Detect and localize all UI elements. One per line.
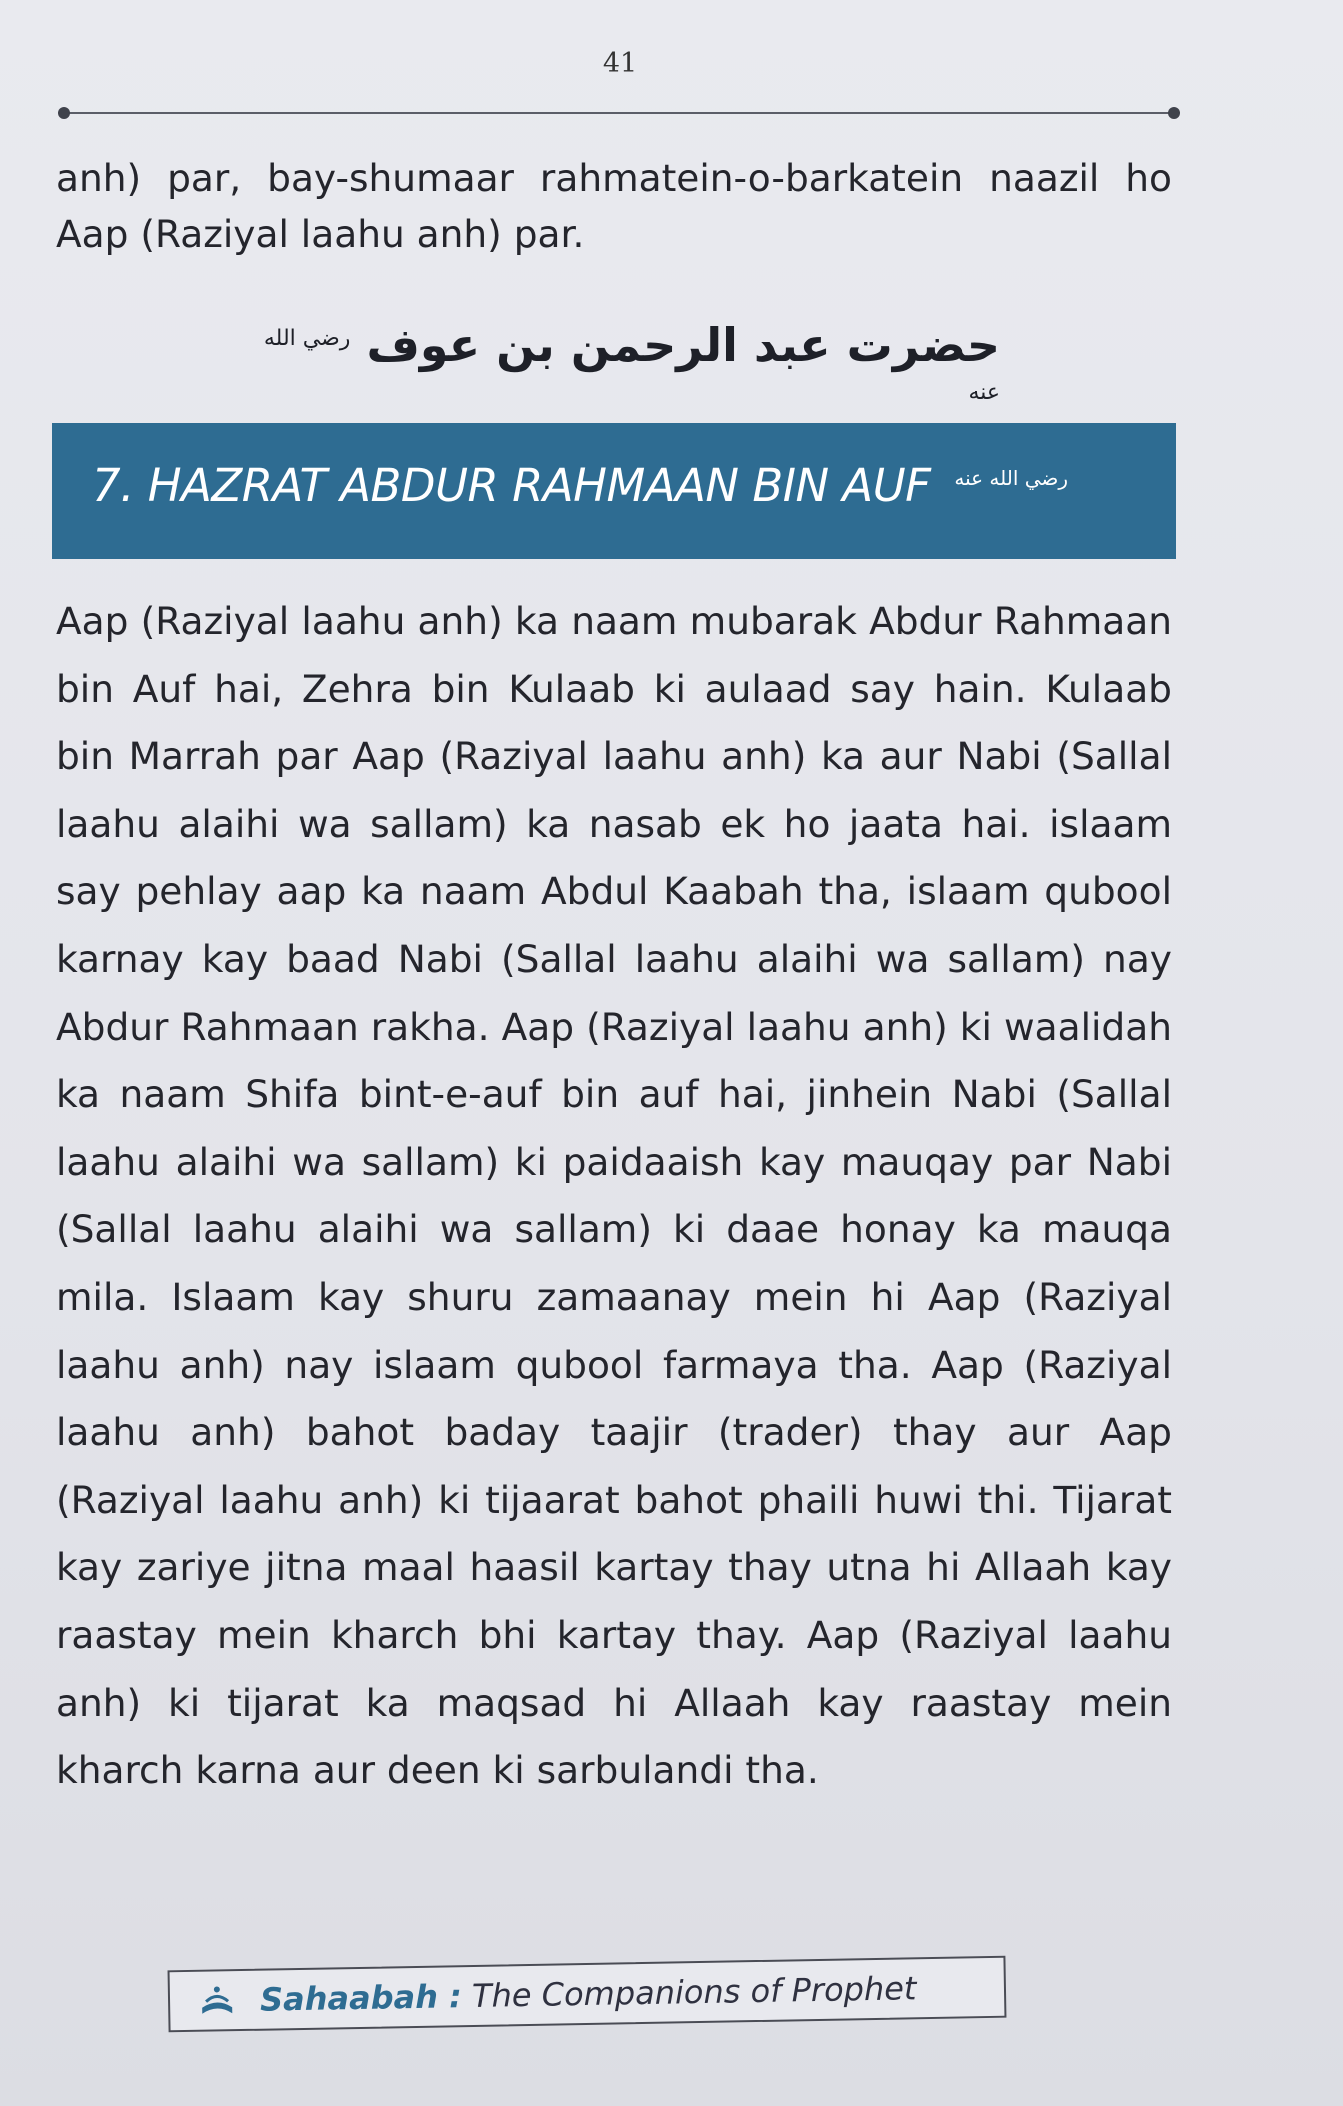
page-number: 41 xyxy=(602,48,638,79)
footer-title-rest: The Companions of Prophet xyxy=(461,1969,917,2016)
header-divider xyxy=(58,104,1180,122)
intro-paragraph: anh) par, bay-shumaar rahmatein-o-barkatein naazil ho Aap (Raziyal laahu anh) par. xyxy=(56,156,1172,256)
arabic-heading xyxy=(220,318,1000,426)
body-paragraph: Aap (Raziyal laahu anh) ka naam mubarak Abdur Rahmaan bin Auf hai, Zehra bin Kulaab ki aulaad say hain. Kulaab bin Marrah par Aap (Raziyal laahu anh) ka aur Nabi (Sallal laahu alaihi wa sallam) ka nasab ek ho jaata hai. islaam say pehlay aap ka naam Abdul Kaabah tha, islaam qubool karnay kay baad Nabi (Sallal laahu alaihi wa sallam) nay Abdur Rahmaan rakha. Aap (Raziyal laahu anh) ki waalidah ka naam Shifa bint-e-auf bin auf hai, jinhein Nabi (Sallal laahu alaihi wa sallam) ki paidaaish kay mauqay par Nabi (Sallal laahu alaihi wa sallam) ki daae honay ka mauqa mila. Islaam kay shuru zamaanay mein hi Aap (Raziyal laahu anh) nay islaam qubool farmaya tha. Aap (Raziyal laahu anh) bahot baday taajir (trader) thay aur Aap (Raziyal laahu anh) ki tijaarat bahot phaili huwi thi. Tijarat kay zariye jitna maal haasil kartay thay utna hi Allaah kay raastay mein kharch bhi kartay thay. Aap (Raziyal laahu anh) ki tijarat ka maqsad hi Allaah kay raastay mein kharch karna aur deen ki sarbulandi tha. xyxy=(56,599,1172,1793)
arabic-name: حضرت عبد الرحمن بن عوف xyxy=(366,318,1000,372)
footer-title xyxy=(260,1969,917,2018)
chapter-title: 7. HAZRAT ABDUR RAHMAAN BIN AUF xyxy=(92,459,931,512)
book-logo-icon xyxy=(198,1983,237,2020)
footer-book-title xyxy=(168,1956,1007,2033)
chapter-honorific: رضي الله عنه xyxy=(954,466,1069,490)
arabic-honorific: رضي الله عنه xyxy=(263,325,1000,405)
footer-title-bold: Sahaabah : xyxy=(259,1977,463,2019)
chapter-title-wrap xyxy=(92,459,1068,512)
chapter-banner xyxy=(52,423,1176,559)
